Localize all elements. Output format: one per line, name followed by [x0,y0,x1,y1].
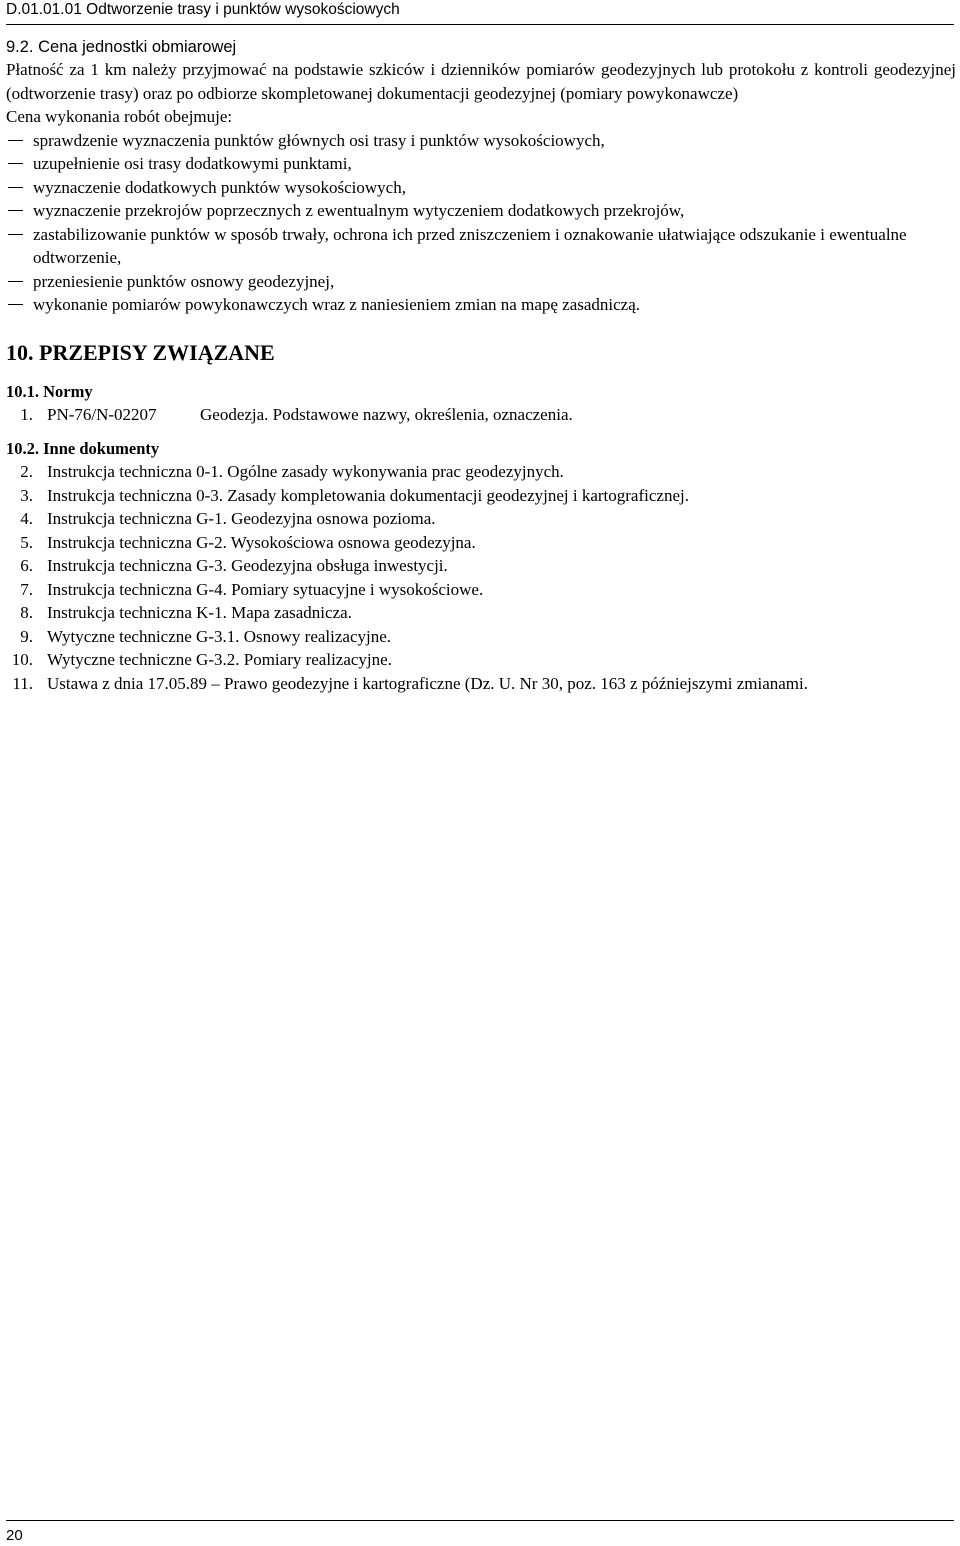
list-item: zastabilizowanie punktów w sposób trwały, ochrona ich przed zniszczeniem i oznakowanie ułatwiające odszukanie i ewentualne odtworzenie, [33,224,907,267]
list-item: 3. Instrukcja techniczna 0-3. Zasady kompletowania dokumentacji geodezyjnej i kartograficznej. [20,485,689,505]
list-item: 4. Instrukcja techniczna G-1. Geodezyjna osnowa pozioma. [20,509,436,528]
list-item: wyznaczenie dodatkowych punktów wysokościowych, [33,177,406,197]
page-header [6,0,954,25]
norm-title: Geodezja. Podstawowe nazwy, określenia, oznaczenia. [200,404,573,424]
document-title: D.01.01.01 Odtworzenie trasy i punktów wysokościowych [6,1,400,18]
list-item: 8. Instrukcja techniczna K-1. Mapa zasadnicza. [20,603,352,622]
other-docs-list [6,460,956,695]
section-heading-9-2: 9.2. Cena jednostki obmiarowej [6,38,237,56]
list-item: wykonanie pomiarów powykonawczych wraz z naniesieniem zmian na mapę zasadniczą. [33,295,641,314]
list-item: 2. Instrukcja techniczna 0-1. Ogólne zasady wykonywania prac geodezyjnych. [20,462,564,481]
list-item: uzupełnienie osi trasy dodatkowymi punktami, [33,154,352,173]
list-item: 9. Wytyczne techniczne G-3.1. Osnowy realizacyjne. [20,626,392,646]
norms-heading: 10.1. Normy [6,381,93,401]
scope-intro: Cena wykonania robót obejmuje: [6,107,233,126]
page-number: 20 [6,1527,23,1544]
list-item: sprawdzenie wyznaczenia punktów głównych osi trasy i punktów wysokościowych, [33,130,605,150]
norm-item: 1. PN-76/N-02207 Geodezja. Podstawowe nazwy, określenia, oznaczenia. [6,403,956,427]
list-item: 11. Ustawa z dnia 17.05.89 – Prawo geodezyjne i kartograficzne (Dz. U. Nr 30, poz. 163 z późniejszymi zmianami. [12,673,808,693]
list-item: 10. Wytyczne techniczne G-3.2. Pomiary realizacyjne. [11,650,392,669]
scope-list [6,129,956,317]
section-heading-10: 10. PRZEPISY ZWIĄZANE [6,339,275,365]
list-item: 7. Instrukcja techniczna G-4. Pomiary sytuacyjne i wysokościowe. [20,579,484,599]
list-item: 5. Instrukcja techniczna G-2. Wysokościowa osnowa geodezyjna. [20,532,476,552]
payment-paragraph: Płatność za 1 km należy przyjmować na podstawie szkiców i dzienników pomiarów geodezyjnych lub protokołu z kontroli geodezyjnej (odtworzenie trasy) oraz po odbiorze skompletowanej dokumentacji geodezyjnej (pomiary powykonawcze) [6,60,956,103]
page-content [6,36,956,695]
list-item: przeniesienie punktów osnowy geodezyjnej, [33,271,335,291]
list-item: wyznaczenie przekrojów poprzecznych z ewentualnym wytyczeniem dodatkowych przekrojów, [33,201,685,220]
other-docs-heading: 10.2. Inne dokumenty [6,439,160,458]
page-footer [6,1520,954,1546]
norm-code: PN-76/N-02207 [47,404,157,424]
list-item: 6. Instrukcja techniczna G-3. Geodezyjna obsługa inwestycji. [20,556,448,575]
